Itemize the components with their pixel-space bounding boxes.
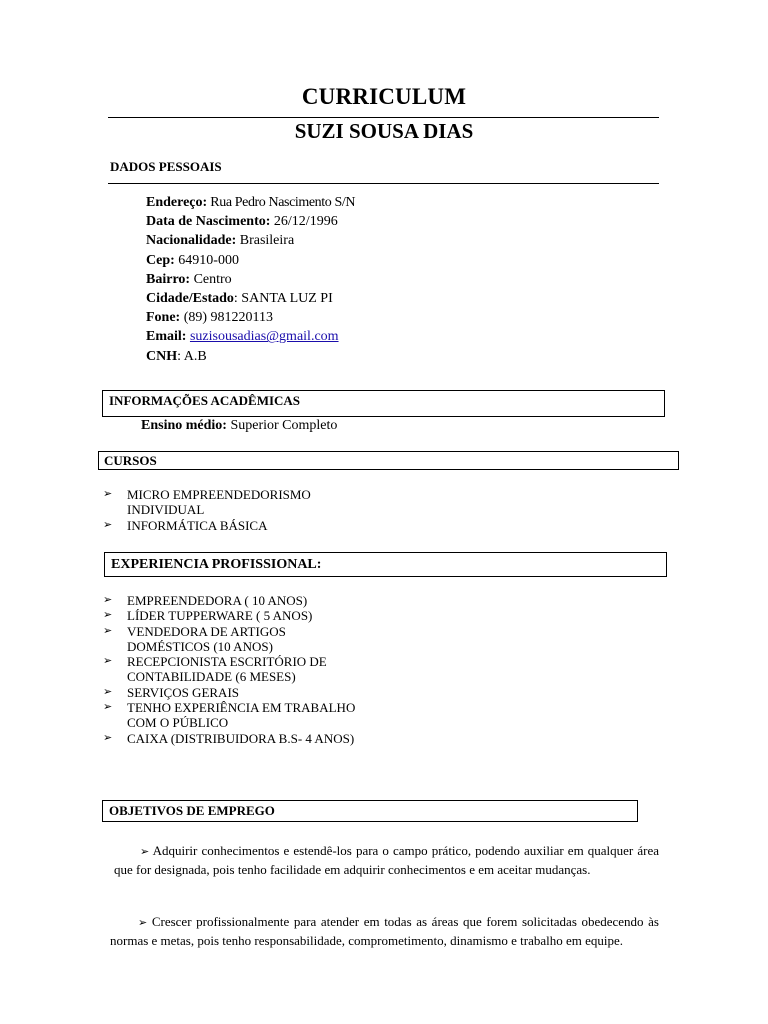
field-cep bbox=[146, 251, 355, 270]
ensino-medio bbox=[141, 418, 337, 434]
list-item bbox=[103, 700, 387, 731]
field-data-nascimento bbox=[146, 212, 355, 231]
cursos-heading: CURSOS bbox=[104, 453, 157, 468]
arrowhead-bullet-icon: ➢ bbox=[103, 624, 113, 637]
field-value: 26/12/1996 bbox=[270, 214, 338, 230]
item-text: SERVIÇOS GERAIS bbox=[127, 684, 240, 700]
arrowhead-bullet-icon: ➢ bbox=[103, 488, 113, 500]
field-label: Cidade/Estado bbox=[146, 291, 234, 307]
ensino-label: Ensino médio: bbox=[141, 418, 227, 433]
arrowhead-bullet-icon: ➢ bbox=[103, 731, 113, 744]
academicas-heading-box bbox=[102, 390, 665, 417]
field-fone bbox=[146, 308, 355, 327]
field-label: Fone: bbox=[146, 310, 181, 326]
arrowhead-bullet-icon: ➢ bbox=[103, 685, 113, 698]
dados-pessoais-heading: DADOS PESSOAIS bbox=[110, 159, 222, 174]
arrowhead-bullet-icon: ➢ bbox=[140, 846, 150, 858]
title-divider bbox=[108, 117, 659, 118]
objetivo-paragraph-2 bbox=[110, 913, 659, 950]
candidate-name: SUZI SOUSA DIAS bbox=[294, 119, 474, 143]
cursos-list bbox=[103, 487, 367, 533]
list-item bbox=[103, 487, 367, 518]
field-label: Cep: bbox=[146, 252, 175, 268]
field-value: (89) 981220113 bbox=[180, 310, 274, 326]
arrowhead-bullet-icon: ➢ bbox=[103, 518, 113, 531]
field-value: 64910-000 bbox=[174, 252, 239, 268]
item-text: VENDEDORA DE ARTIGOS DOMÉSTICOS (10 ANOS) bbox=[127, 623, 286, 654]
document-title: CURRICULUM bbox=[301, 84, 467, 109]
list-item bbox=[103, 731, 427, 746]
arrowhead-bullet-icon: ➢ bbox=[103, 594, 113, 606]
field-label: CNH bbox=[146, 348, 178, 364]
cursos-heading-box bbox=[98, 451, 679, 470]
item-text: LÍDER TUPPERWARE ( 5 ANOS) bbox=[127, 608, 313, 624]
field-value: Centro bbox=[190, 271, 232, 287]
arrowhead-bullet-icon: ➢ bbox=[103, 609, 113, 622]
field-bairro bbox=[146, 270, 355, 289]
list-item bbox=[103, 608, 367, 623]
objetivo-paragraph-1 bbox=[114, 842, 659, 879]
arrowhead-bullet-icon: ➢ bbox=[103, 655, 113, 668]
field-cnh bbox=[146, 347, 355, 366]
field-value: : SANTA LUZ PI bbox=[233, 291, 333, 307]
item-text: TENHO EXPERIÊNCIA EM TRABALHO COM O PÚBLICO bbox=[127, 700, 356, 731]
field-nacionalidade bbox=[146, 231, 355, 250]
email-link[interactable]: suzisousadias@gmail.com bbox=[189, 329, 339, 345]
arrowhead-bullet-icon: ➢ bbox=[103, 701, 113, 714]
item-text: CAIXA (DISTRIBUIDORA B.S- 4 ANOS) bbox=[127, 730, 355, 746]
list-item bbox=[103, 518, 367, 533]
field-label: Nacionalidade: bbox=[146, 233, 237, 249]
field-value: Brasileira bbox=[236, 233, 295, 249]
experiencia-list bbox=[103, 593, 427, 746]
item-text: INFORMÁTICA BÁSICA bbox=[127, 517, 268, 533]
paragraph-text: Adquirir conhecimentos e estendê-los para o campo prático, podendo auxiliar em qualquer área que for designada, pois tenho facilidade em adquirir conhecimentos e em aceitar mudanças. bbox=[114, 843, 659, 877]
field-label: Endereço: bbox=[146, 195, 208, 210]
experiencia-heading: EXPERIENCIA PROFISSIONAL: bbox=[111, 557, 322, 572]
personal-info-list bbox=[146, 193, 355, 366]
list-item bbox=[103, 654, 377, 685]
paragraph-text: Crescer profissionalmente para atender em todas as áreas que forem solicitadas obedecendo às normas e metas, pois tenho responsabilidade, comprometimento, dinamismo e trabalho em equipe. bbox=[110, 914, 659, 948]
experiencia-heading-box bbox=[104, 552, 667, 577]
list-item bbox=[103, 624, 317, 655]
objetivos-heading: OBJETIVOS DE EMPREGO bbox=[109, 803, 275, 818]
dados-pessoais-divider bbox=[108, 183, 659, 184]
field-value: Rua Pedro Nascimento S/N bbox=[207, 195, 356, 210]
field-label: Email: bbox=[146, 329, 187, 345]
item-text: RECEPCIONISTA ESCRITÓRIO DE CONTABILIDADE (6 MESES) bbox=[127, 654, 327, 685]
list-item bbox=[103, 685, 367, 700]
field-email bbox=[146, 327, 355, 346]
academicas-heading: INFORMAÇÕES ACADÊMICAS bbox=[109, 393, 301, 408]
item-text: EMPREENDEDORA ( 10 ANOS) bbox=[127, 593, 308, 608]
arrowhead-bullet-icon: ➢ bbox=[138, 917, 148, 929]
item-text: MICRO EMPREENDEDORISMO INDIVIDUAL bbox=[127, 487, 311, 518]
field-value: : A.B bbox=[177, 348, 207, 364]
field-endereco bbox=[146, 193, 355, 212]
field-cidade-estado bbox=[146, 289, 355, 308]
ensino-value: Superior Completo bbox=[226, 418, 338, 433]
field-label: Data de Nascimento: bbox=[146, 214, 271, 230]
objetivos-heading-box bbox=[102, 800, 638, 822]
list-item bbox=[103, 593, 367, 608]
field-label: Bairro: bbox=[146, 271, 191, 287]
